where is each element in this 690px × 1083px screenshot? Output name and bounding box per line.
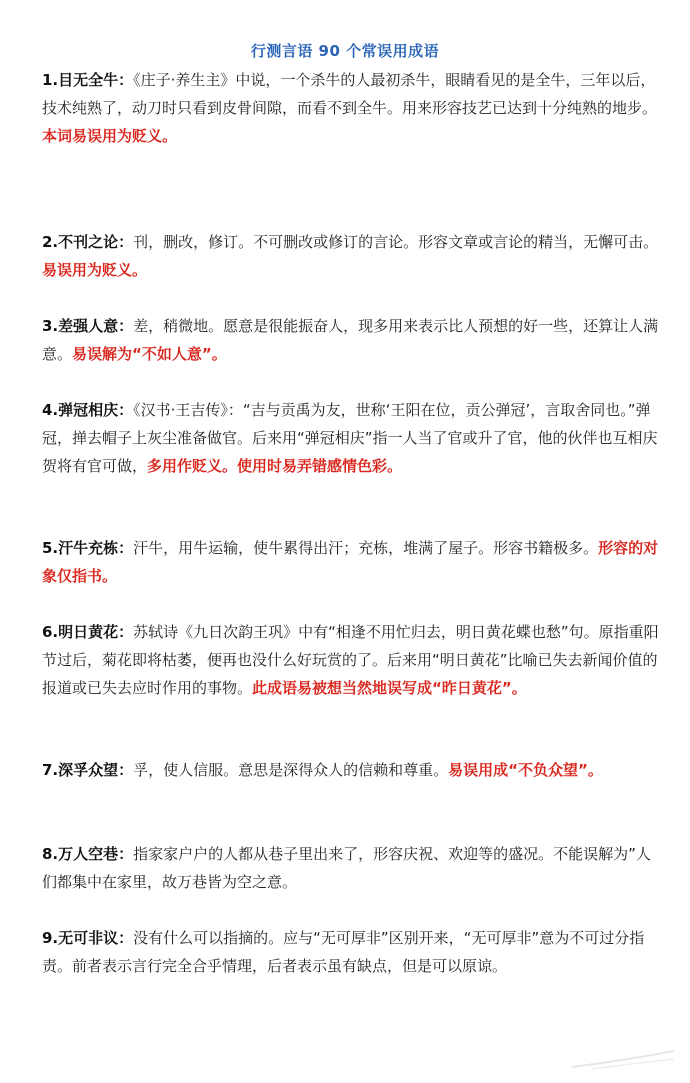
idiom-term: 5.汗牛充栋： [42,539,134,557]
idiom-entry-8 [42,840,662,896]
idiom-term: 2.不刊之论： [42,233,134,251]
idiom-entry-7 [42,756,662,784]
idiom-entry-3 [42,312,662,368]
idiom-term: 3.差强人意： [42,317,134,335]
idiom-entry-4 [42,396,662,480]
idiom-entry-9 [42,924,662,980]
idiom-explanation: 差，稍微地。愿意是很能振奋人，现多用来表示比人预想的好一些，还算让人满意。 [42,317,659,363]
corner-ornament-icon [562,1005,682,1075]
idiom-entry-5 [42,534,662,590]
idiom-entry-2 [42,228,662,284]
idiom-entry-1 [42,66,662,150]
idiom-warning: 此成语易被想当然地误写成“昨日黄花”。 [252,679,527,697]
idiom-warning: 易误解为“不如人意”。 [72,345,227,363]
idiom-explanation: 苏轼诗《九日次韵王巩》中有“相逢不用忙归去，明日黄花蝶也愁”句。原指重阳节过后，菊花即将枯萎，便再也没什么好玩赏的了。后来用“明日黄花”比喻已失去新闻价值的报道或已失去应时作用的事物。 [42,623,659,697]
idiom-term: 4.弹冠相庆： [42,401,134,419]
idiom-warning: 多用作贬义。使用时易弄错感情色彩。 [147,457,403,475]
idiom-explanation: 孚，使人信服。意思是深得众人的信赖和尊重。 [133,761,449,779]
idiom-term: 1.目无全牛： [42,71,134,89]
idiom-term: 8.万人空巷： [42,845,134,863]
idiom-explanation: 汗牛，用牛运输，使牛累得出汗；充栋，堆满了屋子。形容书籍极多。 [133,539,599,557]
idiom-warning: 本词易误用为贬义。 [42,127,178,145]
idiom-explanation: 指家家户户的人都从巷子里出来了，形容庆祝、欢迎等的盛况。不能误解为”人们都集中在家里，故万巷皆为空之意。 [42,845,651,891]
idiom-warning: 易误用成“不负众望”。 [448,761,603,779]
idiom-explanation: 《汉书·王吉传》：“吉与贡禹为友，世称‘王阳在位，贡公弹冠’，言取舍同也。”弹冠，掸去帽子上灰尘准备做官。后来用“弹冠相庆”指一人当了官或升了官，他的伙伴也互相庆贺将有官可做， [42,401,658,475]
idiom-term: 9.无可非议： [42,929,134,947]
idiom-explanation: 没有什么可以指摘的。应与“无可厚非”区别开来，“无可厚非”意为不可过分指责。前者表示言行完全合乎情理，后者表示虽有缺点，但是可以原谅。 [42,929,645,975]
idiom-term: 6.明日黄花： [42,623,134,641]
page-title: 行测言语 90 个常误用成语 [250,42,440,60]
idiom-term: 7.深孚众望： [42,761,134,779]
idiom-warning: 易误用为贬义。 [42,261,148,279]
idiom-explanation: 《庄子·养生主》中说，一个杀牛的人最初杀牛，眼睛看见的是全牛，三年以后，技术纯熟了，动刀时只看到皮骨间隙，而看不到全牛。用来形容技艺已达到十分纯熟的地步。 [42,71,658,117]
idiom-explanation: 刊，删改，修订。不可删改或修订的言论。形容文章或言论的精当，无懈可击。 [133,233,659,251]
idiom-warning: 形容的对象仅指书。 [42,539,659,585]
idiom-entry-6 [42,618,662,702]
